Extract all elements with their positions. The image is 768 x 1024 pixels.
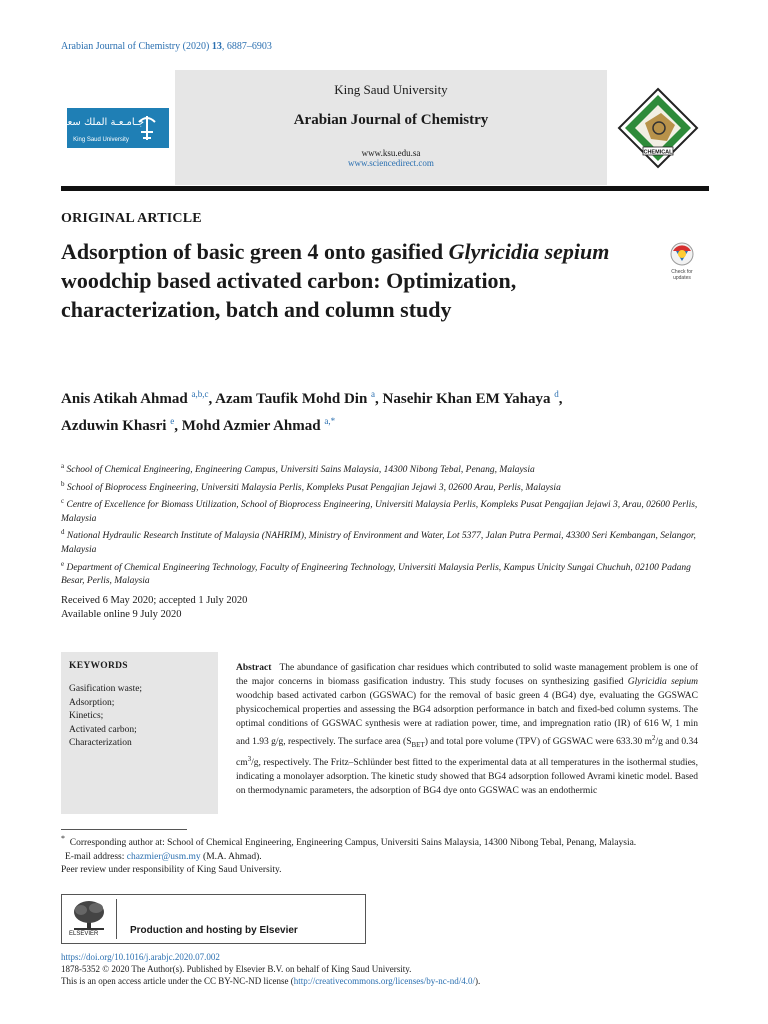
license-link[interactable]: http://creativecommons.org/licenses/by-nc-nd/4.0/ bbox=[293, 976, 475, 986]
author-name[interactable]: Azduwin Khasri bbox=[61, 418, 167, 434]
keywords-list bbox=[69, 683, 210, 751]
society-logo bbox=[607, 70, 709, 185]
email-line bbox=[61, 851, 711, 865]
masthead-center bbox=[175, 70, 607, 185]
affiliation-text: School of Bioprocess Engineering, Universiti Malaysia Perlis, Kompleks Pusat Pengajian Jejawi 3, 02600 Arau, Perlis, Malaysia bbox=[66, 482, 561, 493]
check-for-updates-button[interactable] bbox=[664, 241, 700, 281]
affiliation-marker: e bbox=[61, 559, 65, 568]
title-italic-species: Glyricidia sepium bbox=[448, 239, 610, 264]
affiliation-marker: c bbox=[61, 497, 65, 506]
abstract-text-4: /g and 0.34 cm bbox=[236, 737, 699, 769]
author-affiliation-marker[interactable]: a, bbox=[324, 416, 331, 426]
journal-name: Arabian Journal of Chemistry bbox=[293, 112, 489, 128]
society-logo-text: CHEMICAL bbox=[643, 149, 673, 155]
author-affiliation-marker[interactable]: e bbox=[170, 416, 175, 426]
abstract-sup-3: 3 bbox=[247, 755, 252, 764]
ksu-url[interactable]: www.ksu.edu.sa bbox=[361, 148, 421, 158]
affiliation-item bbox=[61, 558, 711, 589]
author-affiliation-marker[interactable]: d bbox=[554, 389, 559, 399]
affiliation-text: School of Chemical Engineering, Engineering Campus, Universiti Sains Malaysia, 14300 Nibong Tebal, Penang, Malaysia bbox=[66, 465, 535, 476]
abstract-sub-bet: BET bbox=[411, 741, 425, 750]
keyword-item[interactable]: Activated carbon; bbox=[69, 724, 137, 735]
article-type: ORIGINAL ARTICLE bbox=[61, 211, 202, 226]
email-label: E-mail address: bbox=[65, 851, 127, 862]
footnote-rule bbox=[61, 829, 187, 830]
abstract-heading: Abstract bbox=[236, 663, 272, 673]
author-separator: , bbox=[174, 418, 182, 434]
abstract-sup-2: 2 bbox=[652, 734, 656, 742]
keyword-item[interactable]: Characterization bbox=[69, 738, 132, 748]
title-part-1: Adsorption of basic green 4 onto gasified bbox=[61, 239, 449, 264]
abstract bbox=[236, 661, 698, 798]
affiliation-item bbox=[61, 478, 711, 496]
license-prefix: This is an open access article under the CC BY-NC-ND license ( bbox=[61, 976, 294, 986]
citation-pages: , 6887–6903 bbox=[221, 41, 272, 52]
abstract-text-1: The abundance of gasification char residues which contributed to solid waste management problem is one of the major concerns in biomass gasification industry. This study focuses on synthesizing gasified bbox=[236, 663, 698, 687]
title-part-2: woodchip based activated carbon: Optimization, characterization, batch and column study bbox=[61, 268, 517, 322]
author-separator: , bbox=[558, 391, 563, 407]
ksu-logo-arabic: جـامـعـة الملك سعود bbox=[57, 116, 145, 128]
elsevier-divider bbox=[116, 899, 117, 939]
affiliation-text: Department of Chemical Engineering Technology, Faculty of Engineering Technology, Universiti Malaysia Perlis, Kampus Unicity Sungai Chuchuh, 02100 Padang Besar, Perlis, Malaysia bbox=[61, 562, 691, 587]
affiliation-marker: a bbox=[61, 462, 65, 470]
footnote-star: * bbox=[61, 834, 65, 843]
article-dates bbox=[61, 594, 247, 622]
affiliation-marker: d bbox=[61, 528, 65, 537]
author-affiliation-marker[interactable]: a,b,c bbox=[191, 389, 209, 399]
check-for-updates-icon bbox=[664, 241, 700, 281]
affiliation-text: Centre of Excellence for Biomass Utilization, School of Bioprocess Engineering, Universiti Malaysia Perlis, Kompleks Pusat Pengajian Jejawi 3, Arau, 02600 Perlis, Malaysia bbox=[61, 500, 698, 524]
ksu-logo-english: King Saud University bbox=[73, 136, 129, 143]
peer-review-note: Peer review under responsibility of King Saud University. bbox=[61, 865, 282, 876]
author-list bbox=[61, 383, 711, 437]
license-line bbox=[61, 975, 711, 987]
abstract-text-5: /g, respectively. The Fritz–Schlünder best fitted to the experimental data at all temperatures in the isothermal studies, indicating a monolayer adsorption. The kinetic study showed that BG4 adsorption followed Avrami kinetic model. Based on thermodynamic parameters, the adsorption of BG4 dye onto GGSWAC was an endothermic bbox=[236, 758, 698, 797]
article-title bbox=[61, 237, 621, 324]
copyright-line: 1878-5352 © 2020 The Author(s). Published by Elsevier B.V. on behalf of King Saud University. bbox=[61, 964, 412, 974]
journal-citation[interactable] bbox=[61, 41, 272, 52]
masthead-rule bbox=[61, 186, 709, 191]
keyword-item[interactable]: Kinetics; bbox=[69, 711, 104, 721]
abstract-italic-species: Glyricidia sepium bbox=[627, 677, 698, 687]
ksu-logo bbox=[57, 70, 175, 185]
keyword-item[interactable]: Gasification waste; bbox=[69, 684, 143, 694]
ksu-logo-icon bbox=[57, 108, 169, 148]
abstract-text-2: woodchip based activated carbon (GGSWAC) for the removal of basic green 4 (BG4) dye, evaluating the GGSWAC physicochemical properties and assessing the BG4 adsorption performance in batch and fixed-bed column systems. The optimal conditions of GGSWAC synthesis were at radiation power, time, and impregnation ratio (IR) of 616 W, 1 min and 1.93 g/g, respectively. The surface area (S bbox=[236, 691, 698, 748]
production-hosting-label: Production and hosting by Elsevier bbox=[130, 925, 298, 936]
citation-journal: Arabian Journal of Chemistry (2020) bbox=[61, 41, 210, 52]
author-separator: , bbox=[208, 391, 216, 407]
affiliation-marker: b bbox=[61, 479, 65, 488]
affiliation-list bbox=[61, 460, 711, 589]
author-name[interactable]: Nasehir Khan EM Yahaya bbox=[382, 391, 551, 407]
keyword-item[interactable]: Adsorption; bbox=[69, 697, 115, 708]
license-suffix: ). bbox=[474, 976, 481, 986]
received-date: Received 6 May 2020; accepted 1 July 2020 bbox=[61, 595, 248, 606]
citation-volume: 13 bbox=[211, 41, 222, 52]
sciencedirect-url[interactable]: www.sciencedirect.com bbox=[348, 158, 434, 168]
author-name[interactable]: Anis Atikah Ahmad bbox=[61, 391, 188, 407]
affiliation-item bbox=[61, 460, 711, 478]
author-name[interactable]: Azam Taufik Mohd Din bbox=[215, 391, 368, 407]
doi-link[interactable]: https://doi.org/10.1016/j.arabjc.2020.07.002 bbox=[61, 952, 220, 962]
email-suffix: (M.A. Ahmad). bbox=[200, 851, 262, 862]
university-name: King Saud University bbox=[334, 82, 448, 97]
corresponding-author-star[interactable]: * bbox=[330, 416, 336, 426]
affiliation-item bbox=[61, 526, 711, 557]
keywords-heading: KEYWORDS bbox=[69, 661, 128, 671]
keywords-box bbox=[61, 652, 218, 814]
corresponding-author-text: Corresponding author at: School of Chemical Engineering, Engineering Campus, Universiti Sains Malaysia, 14300 Nibong Tebal, Penang, Malaysia. bbox=[69, 838, 637, 849]
abstract-text-3: ) and total pore volume (TPV) of GGSWAC were 633.30 m bbox=[424, 737, 652, 748]
email-link[interactable]: chazmier@usm.my bbox=[126, 851, 201, 862]
affiliation-item bbox=[61, 495, 711, 526]
elsevier-logo-text: ELSEVIER bbox=[69, 931, 99, 937]
author-name[interactable]: Mohd Azmier Ahmad bbox=[181, 418, 321, 434]
elsevier-hosting-box bbox=[61, 894, 366, 944]
footnotes bbox=[61, 832, 711, 878]
affiliation-text: National Hydraulic Research Institute of Malaysia (NAHRIM), Ministry of Environment and Water, Lot 5377, Jalan Putra Permai, 43300 Seri Kembangan, Selangor, Malaysia bbox=[61, 531, 696, 556]
check-for-updates-label: Check for updates bbox=[671, 269, 693, 281]
online-date: Available online 9 July 2020 bbox=[61, 609, 182, 620]
author-separator: , bbox=[375, 391, 383, 407]
saudi-chemical-society-icon bbox=[617, 87, 699, 169]
article-bottom-info bbox=[61, 951, 711, 987]
journal-masthead bbox=[57, 70, 709, 185]
author-affiliation-marker[interactable]: a bbox=[371, 389, 376, 399]
corresponding-author-note bbox=[61, 832, 711, 851]
